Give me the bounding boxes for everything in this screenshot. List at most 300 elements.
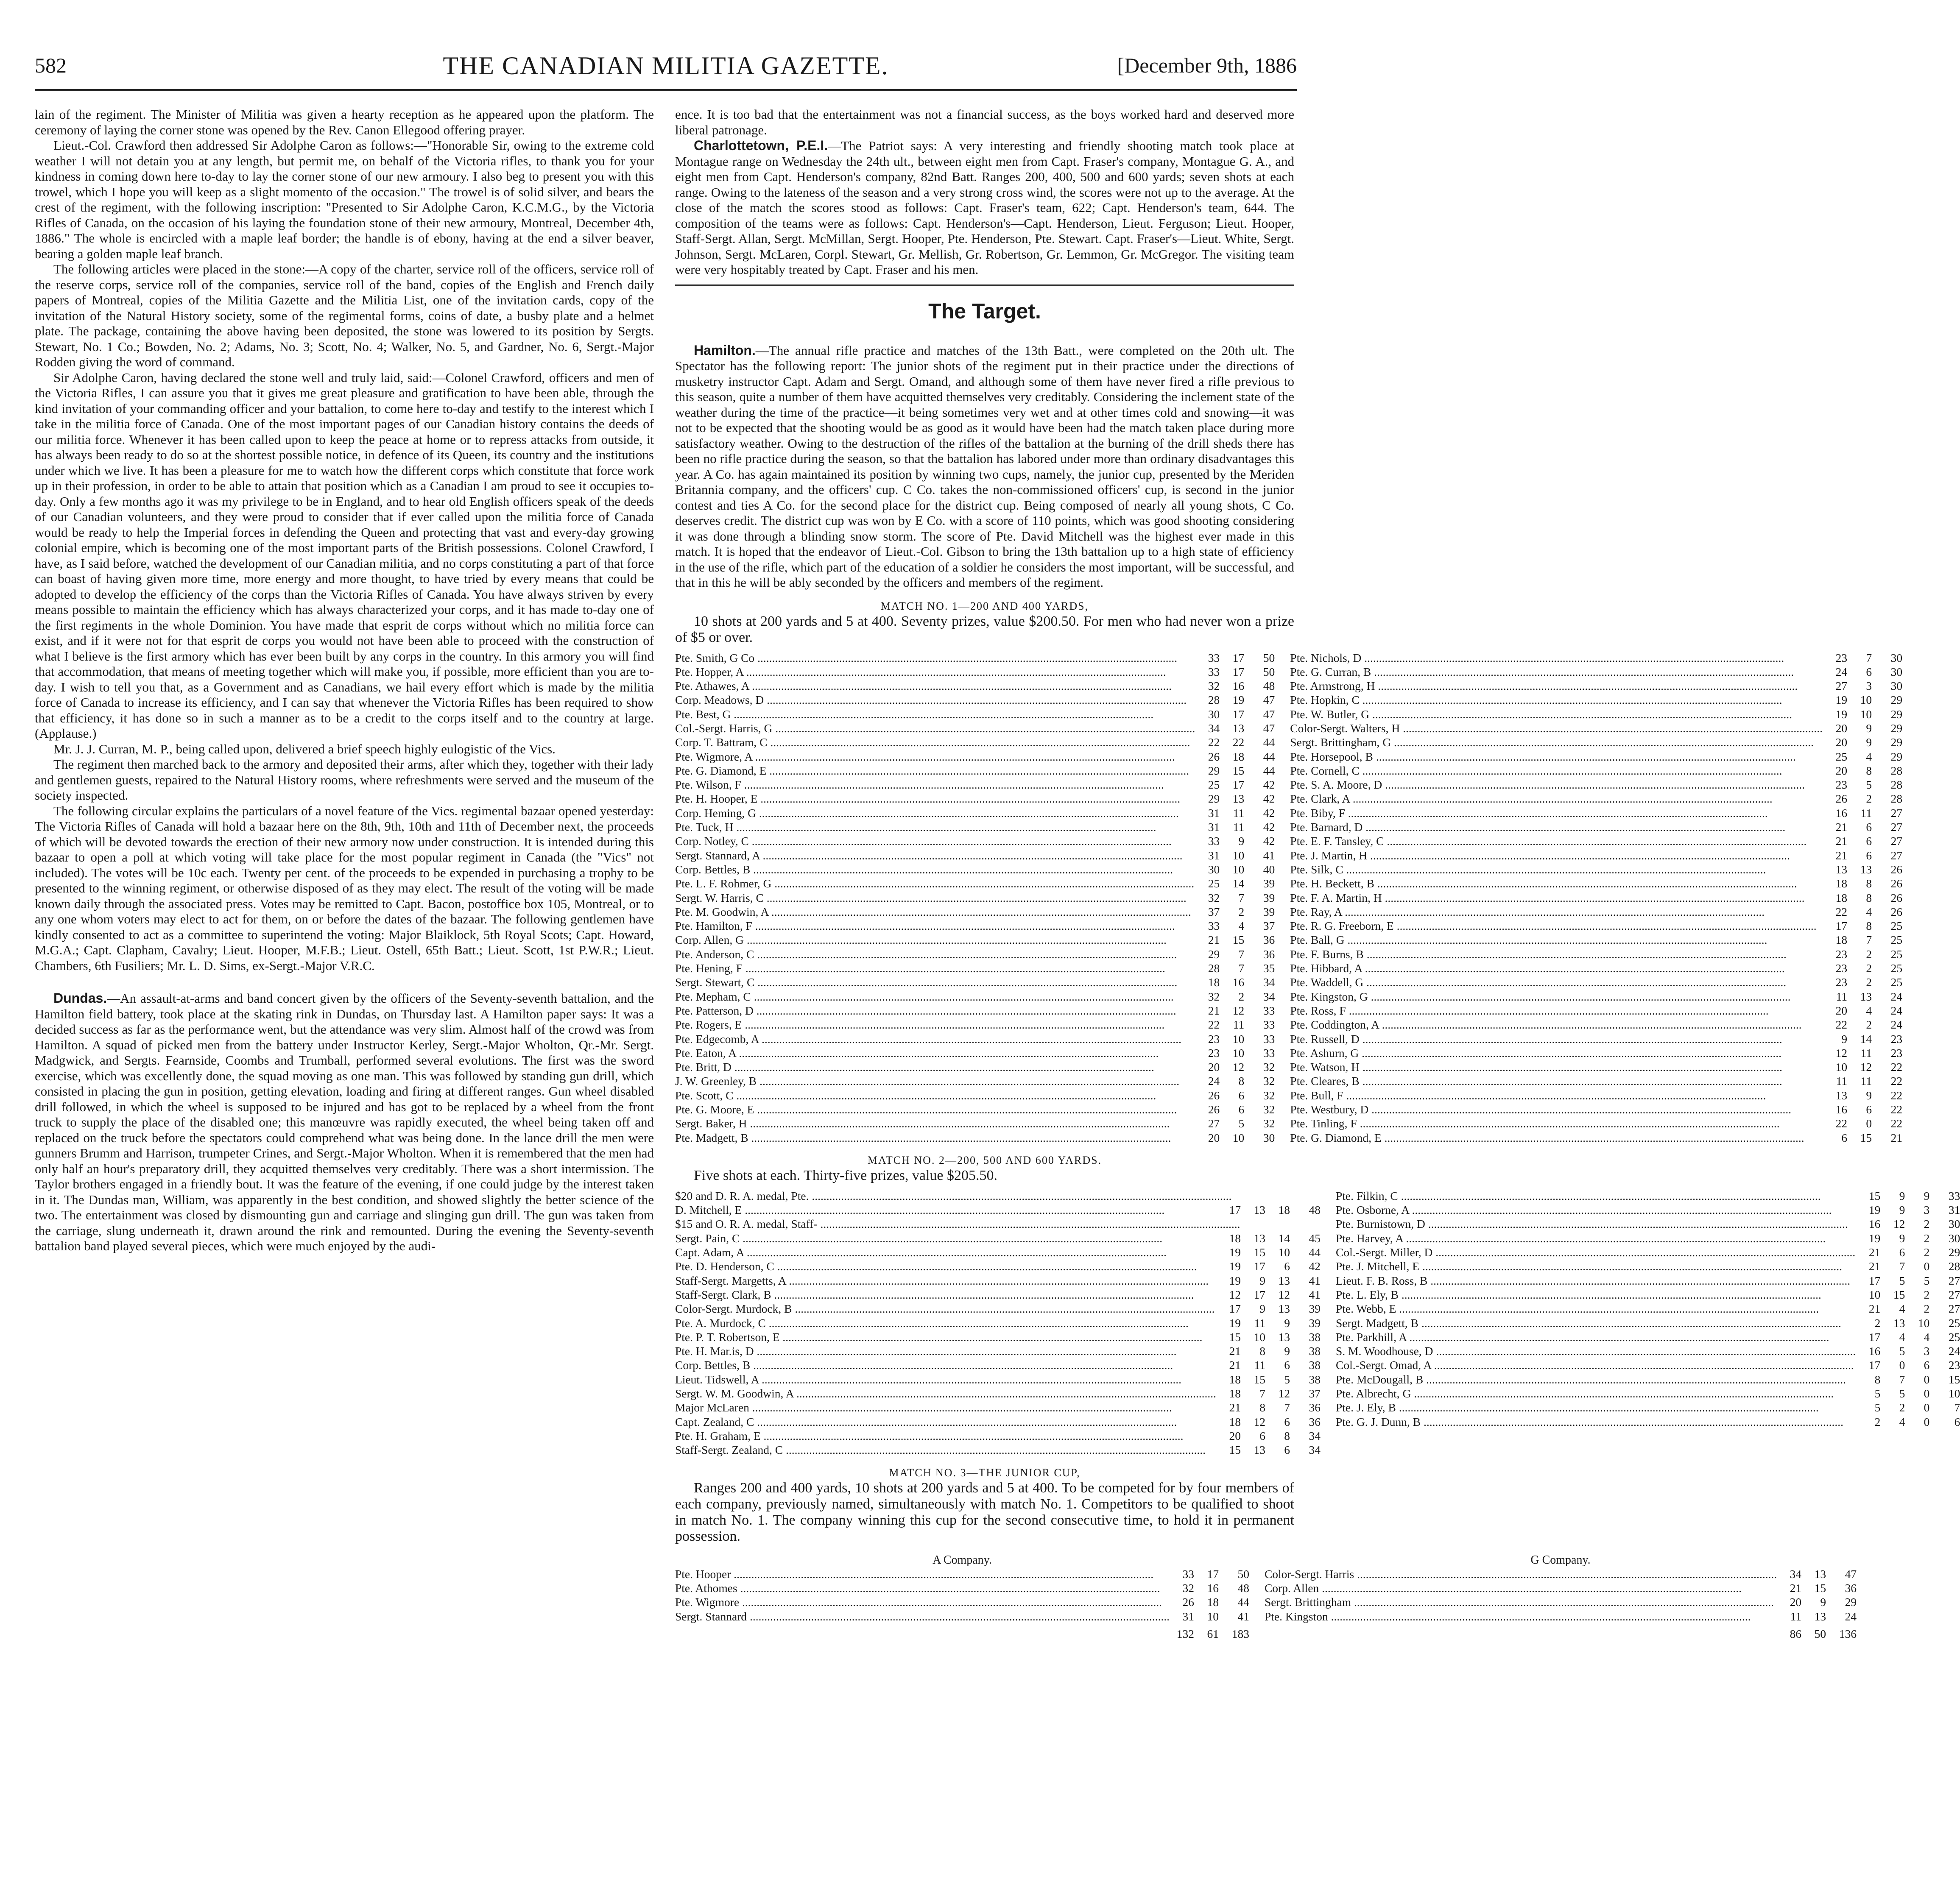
score-row <box>1290 820 1902 834</box>
score-row <box>1290 764 1902 778</box>
competitor-name: Pte. Mepham, C ..... <box>675 990 1195 1004</box>
score-value: 26 <box>1890 891 1903 904</box>
score-value: 26 <box>1890 905 1903 918</box>
competitor-name: Color-Sergt. Harris ..... <box>1265 1567 1777 1581</box>
score-value: 6 <box>1924 1358 1930 1372</box>
score-value: 13 <box>1814 1609 1826 1623</box>
score-value: 6 <box>1259 1429 1265 1442</box>
competitor-name: Pte. G. Diamond, E ..... <box>1290 1131 1823 1145</box>
score-value: 44 <box>1237 1595 1249 1609</box>
score-value: 12 <box>1860 1060 1872 1074</box>
score-value: 27 <box>1890 820 1903 834</box>
competitor-name: Lieut. F. B. Ross, B ..... <box>1336 1274 1856 1288</box>
competitor-name: Pte. Ray, A ..... <box>1290 905 1823 919</box>
score-value: 0 <box>1924 1401 1930 1414</box>
score-value: 6 <box>1841 1131 1848 1144</box>
competitor-name: Pte. G. Diamond, E ..... <box>675 764 1195 778</box>
score-value: 13 <box>1278 1302 1290 1316</box>
competitor-name: Pte. M. Goodwin, A ..... <box>675 905 1195 919</box>
score-row <box>675 848 1275 862</box>
score-value: 4 <box>1238 919 1245 933</box>
competitor-name: Sergt. Baker, H ..... <box>675 1116 1195 1130</box>
score-row <box>1290 834 1902 848</box>
score-value: 17 <box>1232 778 1245 792</box>
score-value: 20 <box>1835 1004 1848 1017</box>
score-value: 21 <box>1229 1401 1241 1414</box>
score-row <box>675 665 1275 679</box>
competitor-name: Pte. D. Henderson, C ..... <box>675 1259 1216 1273</box>
competitor-name: Pte. Watson, H ..... <box>1290 1060 1823 1074</box>
score-value: 6 <box>1899 1246 1905 1259</box>
score-value: 9 <box>1899 1189 1905 1202</box>
score-value: 6 <box>1284 1415 1290 1428</box>
score-column-right <box>1290 651 1902 1145</box>
score-row <box>1336 1203 1960 1217</box>
score-value: 0 <box>1924 1415 1930 1428</box>
score-value: 6 <box>1866 1103 1872 1116</box>
score-row <box>675 1088 1275 1102</box>
score-value <box>1290 1217 1321 1231</box>
score-value: 12 <box>1232 1004 1245 1017</box>
score-value: 29 <box>1890 750 1903 763</box>
score-value: 33 <box>1263 1032 1275 1046</box>
score-value: 17 <box>1232 707 1245 721</box>
score-value: 11 <box>1860 806 1872 820</box>
score-row <box>675 1217 1321 1231</box>
section-heading: The Target. <box>928 299 1041 323</box>
score-value: 10 <box>1232 1131 1245 1144</box>
score-value: 4 <box>1899 1302 1905 1316</box>
competitor-name: Pte. Ross, F ..... <box>1290 1004 1823 1018</box>
score-value: 16 <box>1232 679 1245 693</box>
competitor-name: Pte. Osborne, A ..... <box>1336 1203 1856 1217</box>
score-row <box>1336 1245 1960 1259</box>
competitor-name: Pte. P. T. Robertson, E ..... <box>675 1330 1216 1344</box>
left-column <box>35 107 654 1892</box>
score-row <box>1290 947 1902 961</box>
competitor-name: Col.-Sergt. Miller, D ..... <box>1336 1245 1856 1259</box>
competitor-name: Pte. H. Beckett, B ..... <box>1290 876 1823 890</box>
score-value <box>1290 1189 1321 1203</box>
score-value: 6 <box>1238 1103 1245 1116</box>
competitor-name: Capt. Adam, A ..... <box>675 1245 1216 1259</box>
competitor-name: Col.-Sergt. Harris, G ..... <box>675 721 1195 735</box>
score-row <box>675 1344 1321 1358</box>
score-value: 27 <box>1890 806 1903 820</box>
score-row <box>675 1595 1249 1609</box>
score-value: 34 <box>1263 976 1275 989</box>
score-value: 29 <box>1890 693 1903 707</box>
score-row <box>1336 1259 1960 1273</box>
score-value: 5 <box>1924 1274 1930 1287</box>
score-value: 15 <box>1254 1246 1265 1259</box>
score-value: 30 <box>1890 665 1903 678</box>
score-row <box>675 905 1275 919</box>
score-row <box>675 806 1275 820</box>
score-row <box>1290 1102 1902 1116</box>
score-value: 20 <box>1835 736 1848 749</box>
score-value: 16 <box>1232 976 1245 989</box>
score-value: 10 <box>1278 1246 1290 1259</box>
competitor-name: Pte. L. F. Rohmer, G ..... <box>675 876 1195 890</box>
score-value: 6 <box>1866 848 1872 862</box>
competitor-name: Pte. Edgecomb, A ..... <box>675 1032 1195 1046</box>
score-value: 42 <box>1263 820 1275 834</box>
score-row <box>675 1372 1321 1386</box>
score-value: 18 <box>1232 750 1245 763</box>
competitor-name: Pte. Coddington, A ..... <box>1290 1018 1823 1032</box>
score-value: 42 <box>1263 778 1275 792</box>
g-company-column <box>1265 1553 1857 1641</box>
score-value: 30 <box>1948 1231 1960 1245</box>
score-row <box>1290 891 1902 905</box>
competitor-name: Pte. H. Hooper, E ..... <box>675 792 1195 806</box>
score-value: 15 <box>1232 933 1245 947</box>
score-row <box>675 1567 1249 1581</box>
competitor-name: Pte. Smith, G Co ..... <box>675 651 1195 665</box>
total-400: 61 <box>1207 1627 1219 1641</box>
score-value: 3 <box>1866 679 1872 693</box>
score-value: 44 <box>1309 1246 1321 1259</box>
match-3-description: Ranges 200 and 400 yards, 10 shots at 200 yards and 5 at 400. To be competed for by four members of each company, previously named, simultaneously with match No. 1. Competitors to be qualified to shoot in match No. 1. The company winning this cup for the second consecutive time, to hold it in permanent possession. <box>675 1480 1294 1544</box>
score-value: 18 <box>1835 891 1848 904</box>
score-value: 0 <box>1924 1260 1930 1273</box>
score-value: 32 <box>1208 679 1220 693</box>
newspaper-title: THE CANADIAN MILITIA GAZETTE. <box>443 52 889 80</box>
score-value: 50 <box>1263 651 1275 664</box>
competitor-name: Pte. A. Murdock, C ..... <box>675 1316 1216 1330</box>
score-value: 8 <box>1874 1372 1881 1386</box>
competitor-name: Pte. Biby, F ..... <box>1290 806 1823 820</box>
competitor-name: Pte. Tuck, H ..... <box>675 820 1195 834</box>
competitor-name: Pte. Wigmore, A ..... <box>675 750 1195 764</box>
score-row <box>675 1231 1321 1245</box>
article-text: —The Patriot says: A very interesting and friendly shooting match took place at Montague range on Wednesday the 24th ult., between eight men from Capt. Fraser's company, Montague G. A., and eight men from Capt. Henderson's company, 82nd Batt. Ranges 200, 400, 500 and 600 yards; seven shots at each range. Owing to the lateness of the season and a very strong cross wind, the scores were not up to the average. At the close of the match the scores stood as follows: Capt. Fraser's team, 622; Capt. Henderson's team, 644. The composition of the teams were as follows: Capt. Henderson's—Capt. Henderson, Lieut. Ferguson; Lieut. Hooper, Staff-Sergt. Allan, Sergt. McMillan, Sergt. Hooper, Pte. Henderson, Pte. Stewart. Capt. Fraser's—Lieut. White, Sergt. Johnson, Sergt. McLaren, Corpl. Stewart, Gr. Mellish, Gr. Robertson, Gr. Lemmon, Gr. McGregor. The visiting team were very hospitably treated by Capt. Fraser and his men. <box>675 138 1295 277</box>
competitor-name: J. W. Greenley, B ..... <box>675 1074 1195 1088</box>
competitor-name: Pte. Ashurn, G ..... <box>1290 1046 1823 1060</box>
score-value: 2 <box>1866 976 1872 989</box>
competitor-name: Pte. E. F. Tansley, C ..... <box>1290 834 1823 848</box>
score-value: 9 <box>1924 1189 1930 1202</box>
competitor-name: Pte. R. G. Freeborn, E ..... <box>1290 919 1823 933</box>
competitor-name: Pte. Wigmore ..... <box>675 1595 1170 1609</box>
score-value: 13 <box>1232 792 1245 806</box>
a-company-column <box>675 1553 1249 1641</box>
score-value: 25 <box>1948 1330 1960 1344</box>
score-value: 9 <box>1841 1032 1848 1046</box>
score-value: 8 <box>1284 1429 1290 1442</box>
competitor-name: $15 and O. R. A. medal, Staff- ..... <box>675 1217 1241 1231</box>
score-value: 33 <box>1263 1018 1275 1032</box>
score-row <box>1336 1189 1960 1203</box>
score-value: 5 <box>1874 1401 1881 1414</box>
score-value: 41 <box>1237 1609 1249 1623</box>
score-row <box>1336 1217 1960 1231</box>
score-value: 11 <box>1254 1358 1265 1372</box>
score-value: 21 <box>1890 1131 1903 1144</box>
score-row <box>675 990 1275 1004</box>
score-value: 7 <box>1238 891 1245 904</box>
score-value: 13 <box>1278 1330 1290 1344</box>
score-value: 5 <box>1899 1274 1905 1287</box>
score-value: 44 <box>1263 750 1275 763</box>
competitor-name: Pte. Westbury, D ..... <box>1290 1102 1823 1116</box>
score-value: 13 <box>1254 1231 1265 1245</box>
score-value: 23 <box>1948 1358 1960 1372</box>
score-value: 33 <box>1208 651 1220 664</box>
score-column-left <box>675 651 1275 1145</box>
score-value: 12 <box>1254 1415 1265 1428</box>
score-value: 17 <box>1254 1288 1265 1301</box>
article-lead: Charlottetown, P.E.I. <box>694 138 828 153</box>
competitor-name: Pte. Silk, C ..... <box>1290 862 1823 876</box>
score-value: 9 <box>1899 1231 1905 1245</box>
score-row <box>1265 1595 1857 1609</box>
score-value: 34 <box>1790 1567 1802 1581</box>
score-row <box>675 1429 1321 1443</box>
score-value: 19 <box>1835 707 1848 721</box>
score-value: 38 <box>1309 1330 1321 1344</box>
score-value: 12 <box>1835 1046 1848 1060</box>
score-row <box>1336 1344 1960 1358</box>
score-row <box>1290 975 1902 989</box>
score-value: 12 <box>1278 1288 1290 1301</box>
score-value: 47 <box>1263 693 1275 707</box>
score-value: 11 <box>1254 1316 1265 1330</box>
score-value: 38 <box>1309 1344 1321 1358</box>
score-value: 23 <box>1890 1046 1903 1060</box>
competitor-name: Pte. Armstrong, H ..... <box>1290 679 1823 693</box>
score-value: 29 <box>1948 1246 1960 1259</box>
score-value: 13 <box>1278 1274 1290 1287</box>
score-value: 18 <box>1835 933 1848 947</box>
score-row <box>675 764 1275 778</box>
competitor-name: Pte. Cornell, C ..... <box>1290 764 1823 778</box>
score-value: 36 <box>1309 1415 1321 1428</box>
score-value: 24 <box>1890 1004 1903 1017</box>
score-value: 2 <box>1924 1246 1930 1259</box>
competitor-name: Staff-Sergt. Zealand, C ..... <box>675 1443 1216 1457</box>
score-row <box>675 1581 1249 1595</box>
competitor-name: Pte. Rogers, E ..... <box>675 1018 1195 1032</box>
score-row <box>675 834 1275 848</box>
competitor-name: Pte. Patterson, D ..... <box>675 1004 1195 1018</box>
score-value: 6 <box>1866 820 1872 834</box>
score-value: 16 <box>1868 1217 1881 1231</box>
score-value: 41 <box>1309 1274 1321 1287</box>
score-value: 9 <box>1238 834 1245 848</box>
score-value: 9 <box>1866 721 1872 735</box>
score-value: 25 <box>1948 1316 1960 1330</box>
score-value: 19 <box>1229 1274 1241 1287</box>
score-value: 10 <box>1232 848 1245 862</box>
competitor-name: Pte. H. Mar.is, D ..... <box>675 1344 1216 1358</box>
score-value: 6 <box>1954 1415 1960 1428</box>
score-value: 30 <box>1263 1131 1275 1144</box>
score-value: 22 <box>1890 1060 1903 1074</box>
competitor-name: Color-Sergt. Walters, H ..... <box>1290 721 1823 735</box>
competitor-name: Corp. Notley, C ..... <box>675 834 1195 848</box>
score-value: 44 <box>1263 736 1275 749</box>
score-value: 42 <box>1263 834 1275 848</box>
score-value: 41 <box>1263 848 1275 862</box>
score-value: 30 <box>1208 707 1220 721</box>
competitor-name: Sergt. Brittingham, G ..... <box>1290 735 1823 749</box>
score-value: 40 <box>1263 862 1275 876</box>
competitor-name: Pte. Tinling, F ..... <box>1290 1116 1823 1130</box>
match-2-scores <box>675 1189 1960 1457</box>
score-value: 33 <box>1208 834 1220 848</box>
competitor-name: Sergt. Brittingham ..... <box>1265 1595 1777 1609</box>
article-lead: Dundas. <box>53 990 107 1006</box>
competitor-name: Pte. Kingston ..... <box>1265 1609 1777 1623</box>
paragraph: The regiment then marched back to the armory and deposited their arms, after which they, together with their lady and gentlemen guests, repaired to the Natural History rooms, where refreshments were served and the museum of the society inspected. <box>35 757 654 803</box>
score-value: 23 <box>1835 651 1848 664</box>
score-value: 27 <box>1948 1302 1960 1316</box>
score-value: 39 <box>1309 1316 1321 1330</box>
score-row <box>1336 1330 1960 1344</box>
score-value: 11 <box>1836 990 1848 1003</box>
score-value: 24 <box>1890 990 1903 1003</box>
score-row <box>675 651 1275 665</box>
score-row <box>675 1032 1275 1046</box>
score-value: 20 <box>1790 1595 1802 1609</box>
score-row <box>675 876 1275 890</box>
score-value: 17 <box>1232 665 1245 678</box>
score-value: 12 <box>1278 1387 1290 1400</box>
score-value: 8 <box>1866 919 1872 933</box>
score-value: 7 <box>1259 1387 1265 1400</box>
score-value: 44 <box>1263 764 1275 777</box>
score-value: 5 <box>1238 1117 1245 1130</box>
score-row <box>675 1274 1321 1288</box>
competitor-name: Color-Sergt. Murdock, B ..... <box>675 1302 1216 1316</box>
score-value: 7 <box>1238 947 1245 961</box>
score-value: 50 <box>1263 665 1275 678</box>
score-value: 27 <box>1835 679 1848 693</box>
score-value: 18 <box>1229 1231 1241 1245</box>
score-value: 18 <box>1835 877 1848 890</box>
score-value: 9 <box>1284 1344 1290 1358</box>
score-row <box>675 961 1275 975</box>
g-company-rows <box>1265 1567 1857 1623</box>
score-value: 32 <box>1263 1117 1275 1130</box>
score-row <box>1290 1032 1902 1046</box>
score-value: 38 <box>1309 1372 1321 1386</box>
score-value: 21 <box>1835 848 1848 862</box>
competitor-name: Pte. J. Mitchell, E ..... <box>1336 1259 1856 1273</box>
score-value: 2 <box>1238 990 1245 1003</box>
score-row <box>1290 665 1902 679</box>
score-value: 33 <box>1948 1189 1960 1202</box>
score-value: 21 <box>1229 1344 1241 1358</box>
score-row <box>675 679 1275 693</box>
score-value: 25 <box>1890 919 1903 933</box>
score-value: 32 <box>1263 1088 1275 1102</box>
score-value: 31 <box>1208 806 1220 820</box>
competitor-name: Pte. Russell, D ..... <box>1290 1032 1823 1046</box>
hamilton-article <box>675 343 1294 591</box>
score-value: 30 <box>1948 1217 1960 1231</box>
score-value: 11 <box>1860 1074 1872 1088</box>
score-row <box>675 820 1275 834</box>
score-value: 19 <box>1232 693 1245 707</box>
score-column-right <box>1336 1189 1960 1457</box>
score-value: 12 <box>1229 1288 1241 1301</box>
competitor-name: D. Mitchell, E ..... <box>675 1203 1216 1217</box>
score-row <box>675 1443 1321 1457</box>
score-value: 19 <box>1229 1246 1241 1259</box>
score-value: 14 <box>1860 1032 1872 1046</box>
score-value: 20 <box>1208 1131 1220 1144</box>
score-value: 29 <box>1208 947 1220 961</box>
score-value: 12 <box>1232 1060 1245 1074</box>
competitor-name: Pte. G. J. Dunn, B ..... <box>1336 1415 1856 1429</box>
score-value: 26 <box>1890 877 1903 890</box>
score-row <box>1290 1131 1902 1145</box>
score-row <box>675 947 1275 961</box>
score-row <box>675 1018 1275 1032</box>
score-value: 35 <box>1263 962 1275 975</box>
score-value: 41 <box>1309 1288 1321 1301</box>
score-value: 18 <box>1207 1595 1219 1609</box>
score-row <box>1290 651 1902 665</box>
score-value: 33 <box>1208 919 1220 933</box>
g-company-totals <box>1265 1627 1857 1641</box>
score-row <box>675 891 1275 905</box>
score-row <box>1290 679 1902 693</box>
score-value: 21 <box>1868 1246 1881 1259</box>
score-value: 2 <box>1874 1415 1881 1428</box>
score-value: 28 <box>1890 778 1903 792</box>
score-row <box>675 778 1275 792</box>
score-value: 24 <box>1835 665 1848 678</box>
competitor-name: Pte. Horsepool, B ..... <box>1290 750 1823 764</box>
competitor-name: Pte. Eaton, A ..... <box>675 1046 1195 1060</box>
score-value: 48 <box>1237 1581 1249 1595</box>
score-value: 34 <box>1263 990 1275 1003</box>
article-text: —The annual rifle practice and matches of the 13th Batt., were completed on the 20th ult. The Spectator has the following report: The junior shots of the regiment put in their practice under the directions of musketry instructor Capt. Adam and Sergt. Omand, and although some of them have never fired a rifle previous to this season, quite a number of them have acquitted themselves very creditably. Considering the inclement state of the weather during the time of the practice—it being sometimes very wet and at other times cold and snowing—it was not to be expected that the shooting would be as good as it would have been had the match taken place during more satisfactory weather. Owing to the destruction of the rifles of the battalion at the burning of the drill sheds there has been no rifle practice during the season, so that the battalion has labored under more than ordinary disadvantages this year. A Co. has again maintained its position by winning two cups, namely, the junior cup, presented by the Meriden Britannia company, and the officers' cup. C Co. takes the non-commissioned officers' cup, is second in the junior contest and ties A Co. for the second place for the district cup. Being composed of nearly all young shots, C Co. deserves credit. The district cup was won by E Co. with a score of 110 points, which was good shooting considering it was done through a blinding snow storm. The score of Pte. David Mitchell was the highest ever made in this match. It is hoped that the endeavor of Lieut.-Col. Gibson to bring the 13th battalion up to a high state of efficiency in the use of the rifle, which part of the education of a soldier he considers the most important, will be successful, and that in this he will be ably seconded by the officers and members of the regiment. <box>675 343 1294 590</box>
total-400: 50 <box>1814 1627 1826 1641</box>
score-value: 5 <box>1874 1387 1881 1400</box>
score-value: 26 <box>1208 1103 1220 1116</box>
score-value: 18 <box>1278 1203 1290 1217</box>
score-value: 18 <box>1229 1372 1241 1386</box>
score-row <box>675 1116 1275 1130</box>
score-value: 20 <box>1208 1060 1220 1074</box>
score-value: 10 <box>1232 1032 1245 1046</box>
score-value: 45 <box>1309 1231 1321 1245</box>
score-value: 2 <box>1924 1302 1930 1316</box>
competitor-name: Pte. Kingston, G ..... <box>1290 990 1823 1004</box>
competitor-name: Pte. Madgett, B ..... <box>675 1131 1195 1145</box>
competitor-name: Pte. Hooper ..... <box>675 1567 1170 1581</box>
score-row <box>1290 919 1902 933</box>
score-value: 47 <box>1263 721 1275 735</box>
score-value: 29 <box>1890 707 1903 721</box>
score-row <box>675 735 1275 749</box>
score-row <box>675 1203 1321 1217</box>
score-value: 0 <box>1866 1117 1872 1130</box>
score-value: 2 <box>1866 792 1872 806</box>
score-row <box>675 1358 1321 1372</box>
competitor-name: Pte. J. Ely, B ..... <box>1336 1400 1856 1414</box>
competitor-name: Pte. F. Burns, B ..... <box>1290 947 1823 961</box>
competitor-name: Pte. Wilson, F ..... <box>675 778 1195 792</box>
score-value: 2 <box>1874 1316 1881 1330</box>
score-value: 36 <box>1263 947 1275 961</box>
score-column-left <box>675 1189 1321 1457</box>
